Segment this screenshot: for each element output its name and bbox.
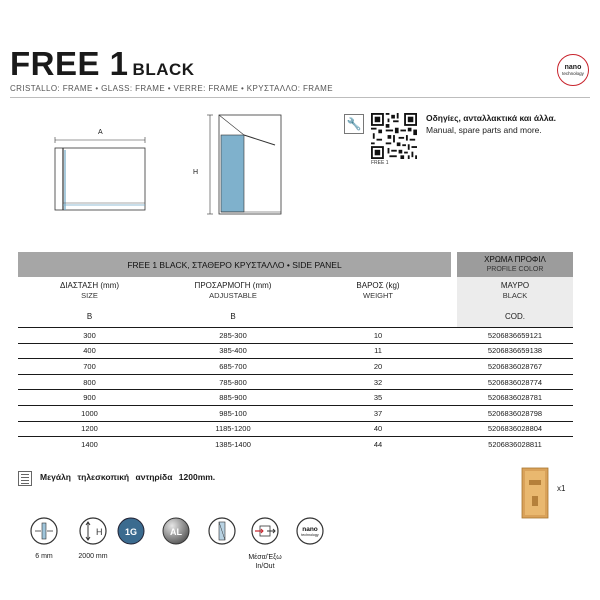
front-view-drawing xyxy=(200,110,290,220)
row-size: 700 xyxy=(18,359,161,375)
col-adjustable-header xyxy=(161,277,305,305)
column-header-row xyxy=(18,277,573,305)
nano-badge-text: nano xyxy=(564,63,582,71)
nano-icon-subglyph: technology xyxy=(301,533,319,537)
glass-spec-line: CRISTALLO: FRAME • GLASS: FRAME • VERRE: FRAME • ΚΡΥΣΤΑΛΛΟ: FRAME xyxy=(10,84,333,93)
telescopic-bar-note: Μεγάλη τηλεσκοπική αντηρίδα 1200mm. xyxy=(40,472,216,482)
row-weight: 11 xyxy=(305,343,451,359)
profile-color-header xyxy=(457,252,573,277)
manual-text-english: Manual, spare parts and more. xyxy=(426,125,542,135)
row-adjustable: 985-100 xyxy=(161,405,305,421)
table-row xyxy=(18,359,573,375)
row-weight: 35 xyxy=(305,390,451,406)
row-code: 5206836028781 xyxy=(457,390,573,406)
col-weight-en: WEIGHT xyxy=(363,291,393,300)
product-variant: BLACK xyxy=(132,60,195,79)
height-label: 2000 mm xyxy=(78,553,108,560)
col-weight-header xyxy=(305,277,451,305)
col-color-gr: ΜΑΥΡΟ xyxy=(500,281,530,290)
row-size: 900 xyxy=(18,390,161,406)
row-adjustable: 385-400 xyxy=(161,343,305,359)
table-row xyxy=(18,421,573,437)
col-size-letter: B xyxy=(86,311,93,321)
row-adjustable: 785-800 xyxy=(161,374,305,390)
row-weight: 44 xyxy=(305,437,451,452)
row-adjustable: 285-300 xyxy=(161,328,305,344)
in-out-label-en: In/Out xyxy=(255,563,275,570)
col-color-en: BLACK xyxy=(502,291,528,300)
row-weight: 32 xyxy=(305,374,451,390)
row-code: 5206836659121 xyxy=(457,328,573,344)
table-row xyxy=(18,437,573,452)
table-row xyxy=(18,390,573,406)
height-dimension-label: H xyxy=(193,169,199,176)
product-title xyxy=(10,46,195,88)
row-size: 1400 xyxy=(18,437,161,452)
row-adjustable: 1185-1200 xyxy=(161,421,305,437)
row-code: 5206836028798 xyxy=(457,405,573,421)
row-weight: 37 xyxy=(305,405,451,421)
row-weight: 20 xyxy=(305,359,451,375)
nano-icon-glyph: nano xyxy=(302,526,318,533)
col-adjustable-gr: ΠΡΟΣΑΡΜΟΓΗ (mm) xyxy=(194,281,272,290)
qr-caption: FREE 1 xyxy=(371,160,389,166)
nano-badge-subtext: technology xyxy=(562,70,584,76)
in-out-label-gr: Μέσα/Έξω xyxy=(248,554,282,561)
table-row xyxy=(18,374,573,390)
nano-icon xyxy=(296,517,324,545)
row-size: 1200 xyxy=(18,421,161,437)
col-code-letter: COD. xyxy=(457,305,573,328)
col-adjustable-letter: B xyxy=(230,311,236,321)
aluminium-glyph: AL xyxy=(170,527,182,537)
column-letter-row xyxy=(18,305,573,328)
in-out-icon xyxy=(251,517,279,545)
row-code: 5206836659138 xyxy=(457,343,573,359)
in-out-label xyxy=(244,553,286,571)
row-size: 300 xyxy=(18,328,161,344)
note-icon xyxy=(18,471,32,486)
col-weight-gr: ΒΑΡΟΣ (kg) xyxy=(356,281,400,290)
row-size: 1000 xyxy=(18,405,161,421)
col-size-gr: ΔΙΑΣΤΑΣΗ (mm) xyxy=(59,281,120,290)
row-size: 400 xyxy=(18,343,161,359)
table-row xyxy=(18,405,573,421)
nano-technology-badge xyxy=(557,54,589,86)
row-adjustable: 1385-1400 xyxy=(161,437,305,452)
row-code: 5206836028774 xyxy=(457,374,573,390)
row-code: 5206836028811 xyxy=(457,437,573,452)
col-size-header xyxy=(18,277,161,305)
profile-color-en: PROFILE COLOR xyxy=(486,266,544,273)
aluminium-icon xyxy=(162,517,190,545)
row-code: 5206836028804 xyxy=(457,421,573,437)
product-name: FREE 1 xyxy=(10,45,129,82)
width-dimension-label: A xyxy=(98,129,103,136)
table-row xyxy=(18,343,573,359)
row-adjustable: 885-900 xyxy=(161,390,305,406)
height-icon xyxy=(79,517,107,545)
manual-text-greek: Οδηγίες, ανταλλακτικά και άλλα. xyxy=(426,113,557,123)
reversible-icon xyxy=(208,517,236,545)
tempered-glass-icon xyxy=(117,517,145,545)
row-weight: 10 xyxy=(305,328,451,344)
col-size-en: SIZE xyxy=(81,291,98,300)
col-color-header xyxy=(457,277,573,305)
row-adjustable: 685-700 xyxy=(161,359,305,375)
height-icon-glyph: H xyxy=(96,527,103,537)
fixing-kit-icon xyxy=(519,466,553,520)
top-view-drawing xyxy=(50,128,150,218)
table-title: FREE 1 BLACK, ΣΤΑΘΕΡΟ ΚΡΥΣΤΑΛΛΟ • SIDE PANEL xyxy=(18,252,451,277)
qr-code[interactable] xyxy=(371,113,417,159)
profile-color-gr: ΧΡΩΜΑ ΠΡΟΦΙΛ xyxy=(484,255,546,264)
glass-thickness-icon xyxy=(30,517,58,545)
kit-quantity: x1 xyxy=(557,484,566,493)
table-row xyxy=(18,328,573,344)
tempered-glass-glyph: 1G xyxy=(124,527,138,537)
col-adjustable-en: ADJUSTABLE xyxy=(209,291,257,300)
spec-table xyxy=(18,252,573,452)
table-header-row xyxy=(18,252,573,277)
wrench-icon: 🔧 xyxy=(344,114,364,134)
glass-thickness-label: 6 mm xyxy=(35,553,53,560)
row-size: 800 xyxy=(18,374,161,390)
row-code: 5206836028767 xyxy=(457,359,573,375)
header-divider xyxy=(10,97,590,98)
row-weight: 40 xyxy=(305,421,451,437)
